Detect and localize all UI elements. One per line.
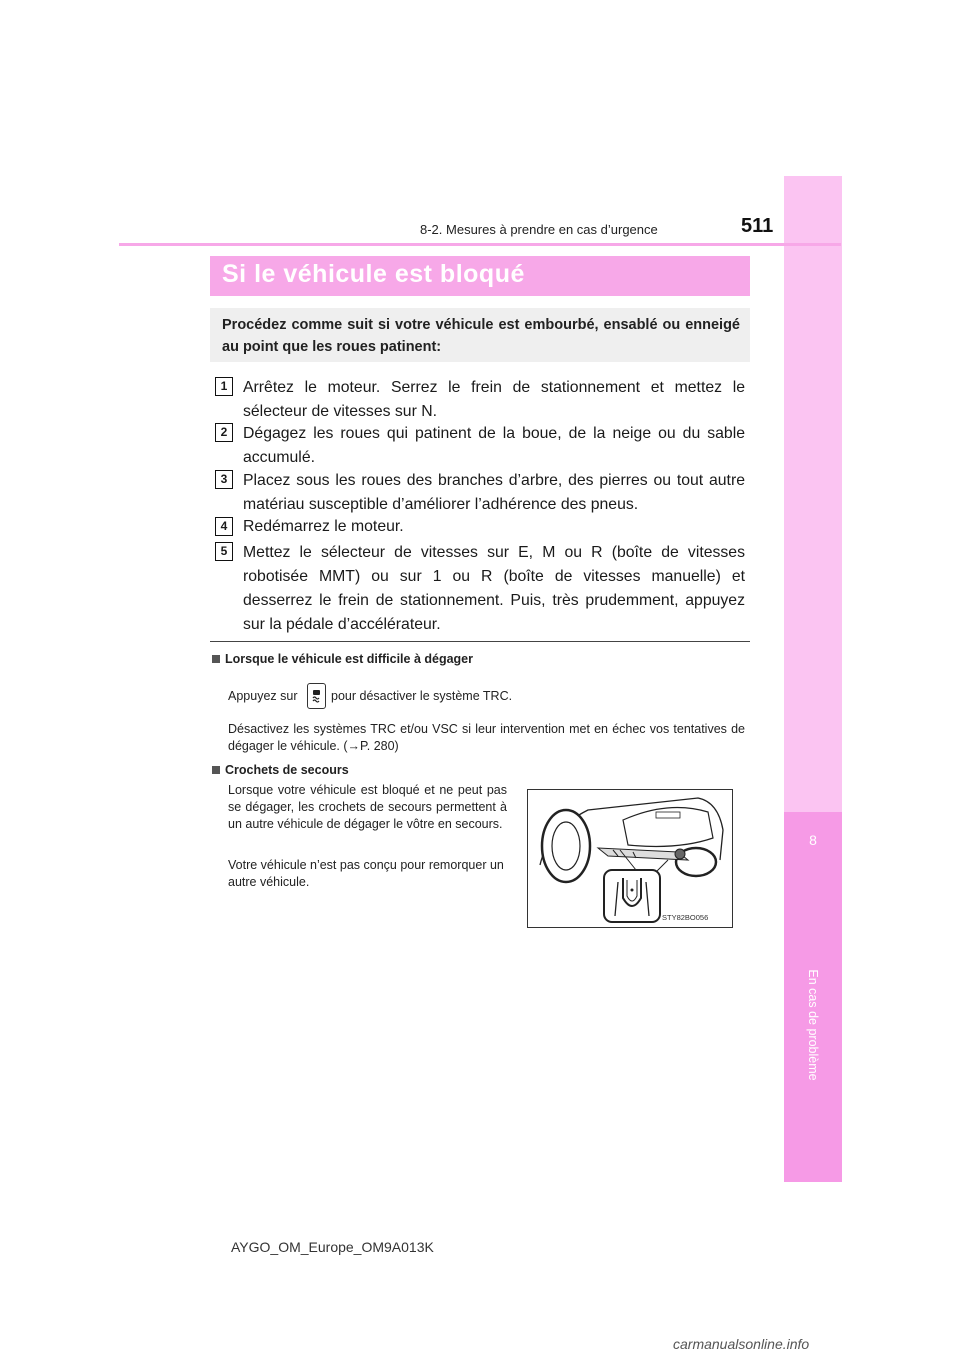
- step-number-2: 2: [215, 423, 233, 442]
- trc-off-switch-icon: [307, 683, 326, 709]
- note-trc-vsc-text: Désactivez les systèmes TRC et/ou VSC si leur intervention met en échec vos tentatives de dégager le véhicule. (→P. 280): [228, 722, 745, 753]
- step-text-5: Mettez le sélecteur de vitesses sur E, M ou R (boîte de vitesses robotisée MMT) ou sur 1 ou R (boîte de vitesses manuelle) et desserrez le frein de stationnement. Puis, très prudemment, appuyez sur la pédale d’accélérateur.: [243, 544, 745, 633]
- step-text-1: Arrêtez le moteur. Serrez le frein de stationnement et mettez le sélecteur de vitesses sur N.: [243, 379, 745, 420]
- step-number-1: 1: [215, 377, 233, 396]
- chapter-number: 8: [809, 832, 817, 848]
- towing-hook-illustration: [527, 789, 733, 928]
- intro-text: Procédez comme suit si votre véhicule est embourbé, ensablé ou enneigé au point que les roues patinent:: [222, 317, 740, 355]
- step-number-3: 3: [215, 470, 233, 489]
- note-heading-difficult: [212, 652, 473, 666]
- note-heading-hooks-text: Crochets de secours: [225, 763, 349, 777]
- notes-divider: [210, 641, 750, 642]
- step-number-5: 5: [215, 542, 233, 561]
- note-heading-hooks: [212, 763, 349, 777]
- note-heading-difficult-text: Lorsque le véhicule est difficile à dégager: [225, 652, 473, 666]
- header-divider: [119, 243, 841, 246]
- step-number-4: 4: [215, 517, 233, 536]
- document-code: AYGO_OM_Europe_OM9A013K: [231, 1239, 434, 1255]
- watermark: carmanualsonline.info: [673, 1336, 810, 1352]
- header-section-title: 8-2. Mesures à prendre en cas d’urgence: [420, 222, 658, 237]
- section-title: Si le véhicule est bloqué: [222, 260, 525, 288]
- step-text-4: Redémarrez le moteur.: [243, 518, 404, 535]
- note-press-before: Appuyez sur: [228, 689, 298, 703]
- figure-code: STY82BO056: [662, 913, 709, 922]
- square-bullet-icon: [212, 655, 220, 663]
- page-number: 511: [741, 215, 774, 237]
- chapter-title: En cas de problème: [806, 969, 820, 1081]
- step-text-2: Dégagez les roues qui patinent de la boue, de la neige ou du sable accumulé.: [243, 425, 745, 466]
- step-text-3: Placez sous les roues des branches d’arbre, des pierres ou tout autre matériau susceptible d’améliorer l’adhérence des pneus.: [243, 472, 745, 513]
- square-bullet-icon: [212, 766, 220, 774]
- note-hooks-text-2: Votre véhicule n’est pas conçu pour remorquer un autre véhicule.: [228, 858, 504, 889]
- note-press-after: pour désactiver le système TRC.: [331, 689, 513, 703]
- note-hooks-text: Lorsque votre véhicule est bloqué et ne peut pas se dégager, les crochets de secours permettent à un autre véhicule de dégager le vôtre en secours.: [228, 783, 507, 831]
